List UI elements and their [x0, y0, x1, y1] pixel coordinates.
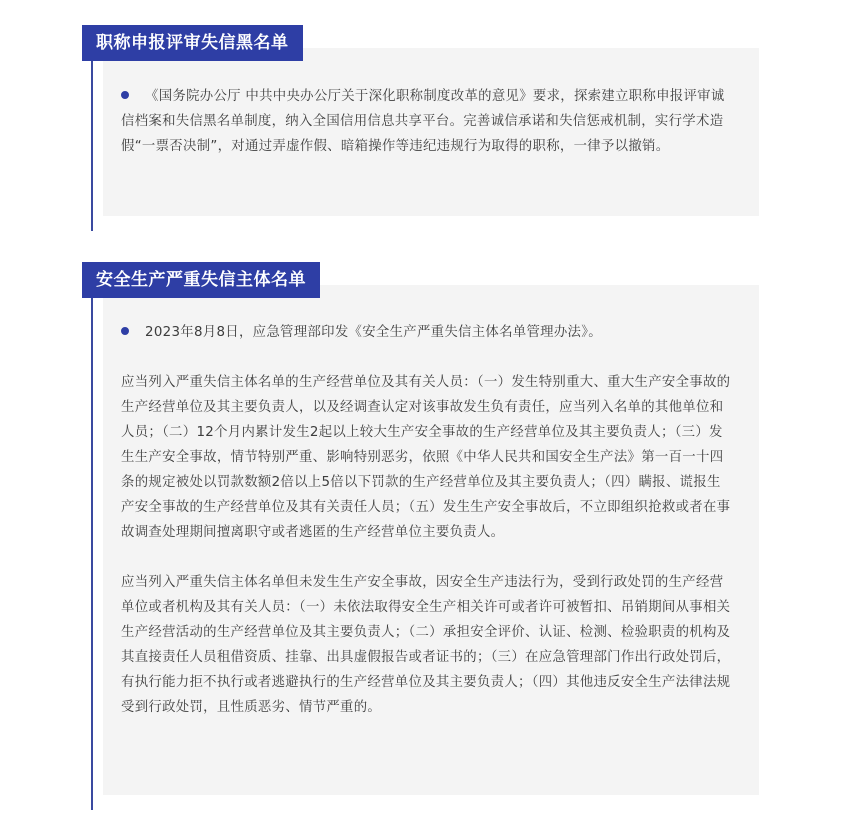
vertical-accent-line — [91, 58, 93, 231]
body-paragraph: 应当列入严重失信主体名单但未发生生产安全事故，因安全生产违法行为，受到行政处罚的生产经营单位或者机构及其有关人员：（一）未依法取得安全生产相关许可或者许可被暂扣、吊销期间从事相关生产经营活动的生产经营单位及其主要负责人；（二）承担安全评价、认证、检测、检验职责的机构及其直接责任人员租借资质、挂靠、出具虚假报告或者证书的；（三）在应急管理部门作出行政处罚后，有执行能力拒不执行或者逃避执行的生产经营单位及其主要负责人；（四）其他违反安全生产法律法规受到行政处罚，且性质恶劣、情节严重的。 — [121, 575, 731, 715]
section-heading: 安全生产严重失信主体名单 — [82, 262, 320, 298]
section-heading: 职称申报评审失信黑名单 — [82, 25, 303, 61]
bullet-text: 《国务院办公厅 中共中央办公厅关于深化职称制度改革的意见》要求，探索建立职称申报评审诚信档案和失信黑名单制度，纳入全国信用信息共享平台。完善诚信承诺和失信惩戒机制，实行学术造假“一票否决制”，对通过弄虚作假、暗箱操作等违纪违规行为取得的职称，一律予以撤销。 — [121, 89, 725, 154]
section-body — [121, 84, 732, 159]
bullet-icon — [121, 327, 129, 335]
bullet-text: 2023年8月8日，应急管理部印发《安全生产严重失信主体名单管理办法》。 — [145, 325, 602, 340]
bullet-icon — [121, 91, 129, 99]
body-paragraph: 应当列入严重失信主体名单的生产经营单位及其有关人员：（一）发生特别重大、重大生产安全事故的生产经营单位及其主要负责人，以及经调查认定对该事故发生负有责任，应当列入名单的其他单位和人员；（二）12个月内累计发生2起以上较大生产安全事故的生产经营单位及其主要负责人；（三）发生生产安全事故，情节特别严重、影响特别恶劣，依照《中华人民共和国安全生产法》第一百一十四条的规定被处以罚款数额2倍以上5倍以下罚款的生产经营单位及其主要负责人；（四）瞒报、谎报生产安全事故的生产经营单位及其有关责任人员；（五）发生生产安全事故后，不立即组织抢救或者在事故调查处理期间擅离职守或者逃匿的生产经营单位主要负责人。 — [121, 375, 731, 540]
vertical-accent-line — [91, 296, 93, 810]
section-body — [121, 320, 732, 720]
bullet-paragraph — [121, 84, 732, 159]
bullet-paragraph — [121, 320, 732, 345]
